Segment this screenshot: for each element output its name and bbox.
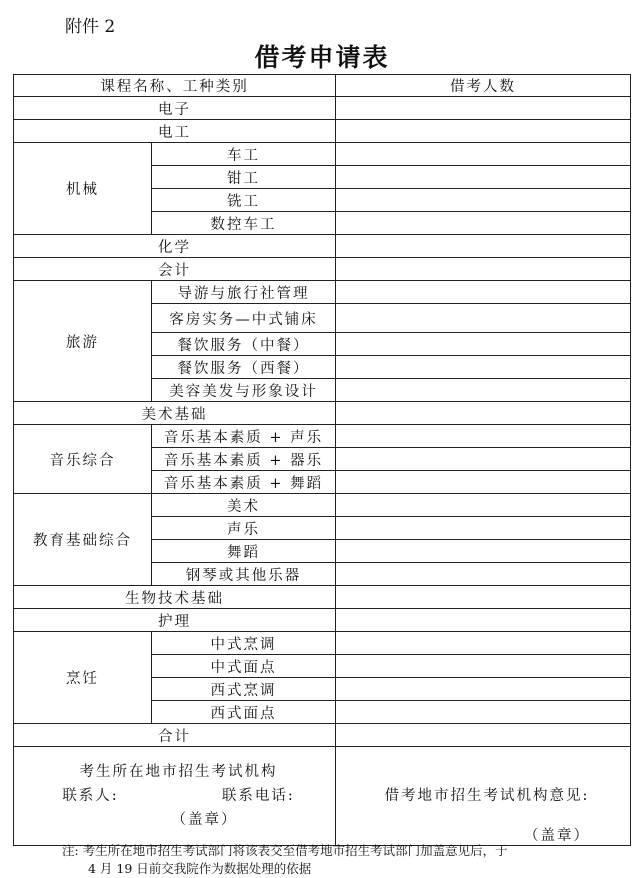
count-cell[interactable]	[336, 425, 631, 448]
table-row	[14, 120, 631, 143]
course-item: 餐饮服务（中餐）	[152, 333, 336, 356]
count-cell[interactable]	[336, 189, 631, 212]
footnote-line-1: 注: 考生所在地市招生考试部门将该表交至借考地市招生考试部门加盖意见后，于	[62, 843, 508, 858]
count-cell[interactable]	[336, 632, 631, 655]
course-item: 客房实务—中式铺床	[152, 304, 336, 333]
table-row	[14, 609, 631, 632]
count-cell[interactable]	[336, 471, 631, 494]
count-cell[interactable]	[336, 586, 631, 609]
count-cell[interactable]	[336, 379, 631, 402]
group-tourism: 旅游	[14, 281, 152, 402]
course-item: 导游与旅行社管理	[152, 281, 336, 304]
count-cell[interactable]	[336, 143, 631, 166]
table-row	[14, 258, 631, 281]
course-item: 数控车工	[152, 212, 336, 235]
course-item: 中式烹调	[152, 632, 336, 655]
course-total: 合计	[14, 724, 336, 747]
group-machinery: 机械	[14, 143, 152, 235]
page-title: 借考申请表	[254, 43, 390, 72]
origin-stamp: （盖章）	[171, 812, 238, 828]
course-fine-arts: 美术基础	[14, 402, 336, 425]
table-row	[14, 724, 631, 747]
count-cell[interactable]	[336, 166, 631, 189]
application-table	[13, 74, 631, 846]
header-course: 课程名称、工种类别	[14, 75, 336, 97]
table-row	[14, 494, 631, 517]
count-cell[interactable]	[336, 655, 631, 678]
count-cell[interactable]	[336, 678, 631, 701]
count-cell[interactable]	[336, 540, 631, 563]
contact-label: 联系人:	[62, 788, 119, 804]
table-row	[14, 632, 631, 655]
table-row	[14, 97, 631, 120]
table-row	[14, 235, 631, 258]
group-cooking: 烹饪	[14, 632, 152, 724]
footnote	[62, 842, 622, 878]
borrow-institution-label: 借考地市招生考试机构意见:	[384, 788, 590, 804]
group-music: 音乐综合	[14, 425, 152, 494]
course-biotech: 生物技术基础	[14, 586, 336, 609]
course-item: 音乐基本素质 + 声乐	[152, 425, 336, 448]
count-cell[interactable]	[336, 235, 631, 258]
table-row	[14, 425, 631, 448]
header-count: 借考人数	[336, 75, 631, 97]
course-item: 美容美发与形象设计	[152, 379, 336, 402]
course-item: 西式面点	[152, 701, 336, 724]
course-item: 西式烹调	[152, 678, 336, 701]
count-cell[interactable]	[336, 258, 631, 281]
count-cell[interactable]	[336, 517, 631, 540]
count-cell[interactable]	[336, 609, 631, 632]
borrow-institution-cell	[336, 747, 631, 846]
course-item: 钢琴或其他乐器	[152, 563, 336, 586]
count-cell[interactable]	[336, 333, 631, 356]
count-cell[interactable]	[336, 304, 631, 333]
borrow-stamp: （盖章）	[524, 828, 590, 844]
count-cell[interactable]	[336, 212, 631, 235]
footnote-line-2: 4 月 19 日前交我院作为数据处理的依据	[88, 861, 312, 876]
signature-row	[14, 747, 631, 846]
course-item: 音乐基本素质 + 舞蹈	[152, 471, 336, 494]
table-header-row	[14, 75, 631, 97]
course-electronics: 电子	[14, 97, 336, 120]
count-cell[interactable]	[336, 356, 631, 379]
course-accounting: 会计	[14, 258, 336, 281]
count-total-cell[interactable]	[336, 724, 631, 747]
course-item: 美术	[152, 494, 336, 517]
count-cell[interactable]	[336, 120, 631, 143]
count-cell[interactable]	[336, 448, 631, 471]
group-education: 教育基础综合	[14, 494, 152, 586]
course-item: 钳工	[152, 166, 336, 189]
course-electrician: 电工	[14, 120, 336, 143]
count-cell[interactable]	[336, 563, 631, 586]
attachment-label: 附件 2	[65, 17, 116, 37]
count-cell[interactable]	[336, 402, 631, 425]
course-item: 车工	[152, 143, 336, 166]
count-cell[interactable]	[336, 97, 631, 120]
table-row	[14, 402, 631, 425]
course-item: 舞蹈	[152, 540, 336, 563]
course-item: 铣工	[152, 189, 336, 212]
table-row	[14, 586, 631, 609]
course-nursing: 护理	[14, 609, 336, 632]
course-item: 声乐	[152, 517, 336, 540]
count-cell[interactable]	[336, 494, 631, 517]
table-row	[14, 143, 631, 166]
contact-line	[14, 784, 335, 808]
course-chemistry: 化学	[14, 235, 336, 258]
count-cell[interactable]	[336, 701, 631, 724]
course-item: 餐饮服务（西餐）	[152, 356, 336, 379]
origin-institution-label: 考生所在地市招生考试机构	[79, 764, 278, 780]
count-cell[interactable]	[336, 281, 631, 304]
course-item: 音乐基本素质 + 器乐	[152, 448, 336, 471]
phone-label: 联系电话:	[221, 788, 295, 804]
course-item: 中式面点	[152, 655, 336, 678]
table-row	[14, 281, 631, 304]
origin-institution-cell	[14, 747, 336, 846]
